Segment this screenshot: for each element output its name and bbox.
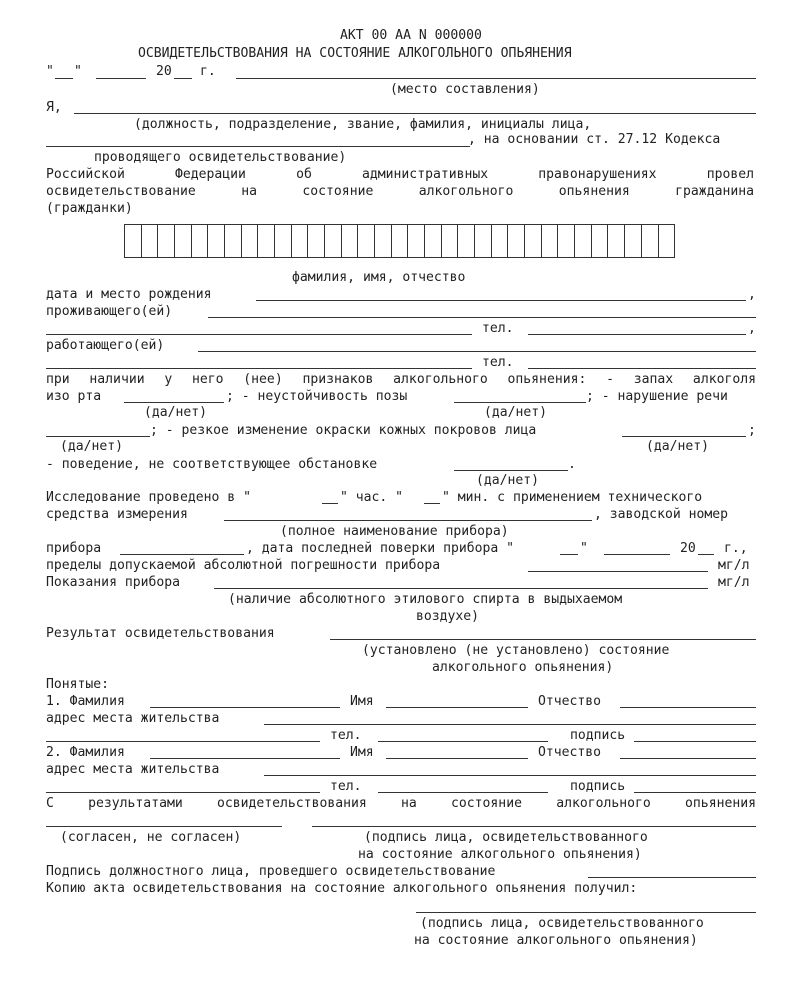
research-text-c: " мин. с применением технического bbox=[442, 490, 703, 505]
date-day-field[interactable] bbox=[55, 78, 73, 79]
signs-intro: при наличии у него (нее) признаков алкогольного опьянения: - запах алкоголя bbox=[46, 372, 756, 387]
research-hour-field[interactable] bbox=[322, 503, 338, 504]
birth-field[interactable] bbox=[256, 300, 746, 301]
official-signature-label: Подпись должностного лица, проведшего освидетельствование bbox=[46, 864, 496, 879]
result-field[interactable] bbox=[330, 639, 756, 640]
w1-address-label: адрес места жительства bbox=[46, 711, 220, 726]
examinee-sig-caption-1: (подпись лица, освидетельствованного bbox=[364, 830, 648, 845]
yn-caption-3: (да/нет) bbox=[60, 439, 124, 454]
w1-tel-label: тел. bbox=[330, 728, 362, 743]
research-text-a: Исследование проведено в " bbox=[46, 490, 251, 505]
serial-prefix: прибора bbox=[46, 541, 102, 556]
w2-signature-field[interactable] bbox=[634, 792, 756, 793]
copy-signature-field[interactable] bbox=[416, 912, 756, 913]
w1-patronymic-field[interactable] bbox=[620, 707, 756, 708]
device-caption: (полное наименование прибора) bbox=[280, 524, 509, 539]
signs-mouth: изо рта bbox=[46, 389, 102, 404]
result-caption-1: (установлено (не установлено) состояние bbox=[362, 643, 670, 658]
speech-field[interactable] bbox=[46, 436, 150, 437]
w2-surname-field[interactable] bbox=[150, 758, 340, 759]
living-field-2[interactable] bbox=[46, 334, 472, 335]
date-year-field[interactable] bbox=[174, 78, 192, 79]
skin-semicolon: ; bbox=[748, 423, 756, 438]
officer-text-2: освидетельствование на состояние алкогольного опьянения гражданина bbox=[46, 184, 754, 199]
reading-label: Показания прибора bbox=[46, 575, 181, 590]
reading-field[interactable] bbox=[214, 588, 708, 589]
working-tel-field[interactable] bbox=[528, 368, 756, 369]
device-label: средства измерения bbox=[46, 507, 188, 522]
agree-caption: (согласен, не согласен) bbox=[60, 830, 242, 845]
signs-pose: ; - неустойчивость позы bbox=[226, 389, 408, 404]
error-label: пределы допускаемой абсолютной погрешности прибора bbox=[46, 558, 441, 573]
w1-address-field-1[interactable] bbox=[264, 724, 756, 725]
w1-signature-label: подпись bbox=[570, 728, 626, 743]
behavior-dot: . bbox=[568, 457, 576, 472]
working-tel-label: тел. bbox=[482, 355, 514, 370]
officer-text-1: Российской Федерации об административных правонарушениях провел bbox=[46, 167, 754, 182]
date-quote-close: " bbox=[74, 64, 82, 79]
w1-surname-field[interactable] bbox=[150, 707, 340, 708]
w2-surname-label: 2. Фамилия bbox=[46, 745, 125, 760]
examinee-sig-caption-2: на состояние алкогольного опьянения) bbox=[358, 847, 642, 862]
yn-caption-2: (да/нет) bbox=[484, 405, 548, 420]
signs-speech: ; - нарушение речи bbox=[586, 389, 728, 404]
w1-signature-field[interactable] bbox=[634, 741, 756, 742]
error-field[interactable] bbox=[528, 571, 708, 572]
w2-name-label: Имя bbox=[350, 745, 374, 760]
agree-intro: С результатами освидетельствования на состояние алкогольного опьянения bbox=[46, 796, 756, 811]
w1-tel-field[interactable] bbox=[378, 741, 548, 742]
living-field-1[interactable] bbox=[208, 317, 756, 318]
verification-label: , дата последней поверки прибора " bbox=[246, 541, 515, 556]
signs-skin: ; - резкое изменение окраски кожных покровов лица bbox=[150, 423, 537, 438]
copy-sig-caption-2: на состояние алкогольного опьянения) bbox=[414, 933, 698, 948]
w1-address-field-2[interactable] bbox=[46, 741, 320, 742]
research-min-field[interactable] bbox=[424, 503, 440, 504]
copy-sig-caption-1: (подпись лица, освидетельствованного bbox=[420, 916, 704, 931]
w2-signature-label: подпись bbox=[570, 779, 626, 794]
w1-surname-label: 1. Фамилия bbox=[46, 694, 125, 709]
verif-year-field[interactable] bbox=[698, 554, 714, 555]
working-field-2[interactable] bbox=[46, 368, 472, 369]
witnesses-title: Понятые: bbox=[46, 677, 110, 692]
agree-field[interactable] bbox=[46, 826, 282, 827]
w1-patronymic-label: Отчество bbox=[538, 694, 602, 709]
date-quote-open: " bbox=[46, 64, 54, 79]
place-caption: (место составления) bbox=[390, 82, 540, 97]
officer-field-2[interactable] bbox=[46, 146, 470, 147]
verif-quote-close: " bbox=[580, 541, 588, 556]
result-caption-2: алкогольного опьянения) bbox=[432, 660, 614, 675]
officer-field-1[interactable] bbox=[74, 113, 756, 114]
living-comma: , bbox=[748, 321, 756, 336]
date-year-prefix: 20 bbox=[156, 64, 172, 79]
citizen-name-caption: фамилия, имя, отчество bbox=[292, 270, 466, 285]
officer-text-3: (гражданки) bbox=[46, 201, 133, 216]
verif-year-prefix: 20 bbox=[680, 541, 696, 556]
verif-day-field[interactable] bbox=[560, 554, 578, 555]
living-tel-label: тел. bbox=[482, 321, 514, 336]
date-g: г. bbox=[200, 64, 216, 79]
birth-label: дата и место рождения bbox=[46, 287, 212, 302]
reading-unit: мг/л bbox=[718, 575, 750, 590]
working-field-1[interactable] bbox=[198, 351, 756, 352]
verif-g: г., bbox=[724, 541, 748, 556]
behavior-field[interactable] bbox=[454, 470, 568, 471]
act-subtitle: ОСВИДЕТЕЛЬСТВОВАНИЯ НА СОСТОЯНИЕ АЛКОГОЛЬНОГО ОПЬЯНЕНИЯ bbox=[138, 46, 572, 61]
reading-caption-2: воздухе) bbox=[416, 609, 480, 624]
alcohol-smell-field[interactable] bbox=[124, 402, 224, 403]
w2-tel-label: тел. bbox=[330, 779, 362, 794]
w2-address-field-1[interactable] bbox=[264, 775, 756, 776]
place-field[interactable] bbox=[236, 78, 756, 79]
w2-name-field[interactable] bbox=[386, 758, 528, 759]
verif-month-field[interactable] bbox=[604, 554, 670, 555]
examinee-signature-field[interactable] bbox=[312, 826, 756, 827]
skin-field[interactable] bbox=[622, 436, 746, 437]
signs-behavior: - поведение, не соответствующее обстановке bbox=[46, 457, 378, 472]
research-text-b: " час. " bbox=[340, 490, 404, 505]
w1-name-label: Имя bbox=[350, 694, 374, 709]
w1-name-field[interactable] bbox=[386, 707, 528, 708]
working-label: работающего(ей) bbox=[46, 338, 165, 353]
act-title: АКТ 00 АА N 000000 bbox=[340, 28, 482, 43]
pose-field[interactable] bbox=[454, 402, 586, 403]
serial-field[interactable] bbox=[120, 554, 244, 555]
device-field[interactable] bbox=[224, 520, 592, 521]
official-signature-field[interactable] bbox=[588, 877, 756, 878]
w2-tel-field[interactable] bbox=[378, 792, 548, 793]
error-unit: мг/л bbox=[718, 558, 750, 573]
result-label: Результат освидетельствования bbox=[46, 626, 275, 641]
officer-basis: , на основании ст. 27.12 Кодекса bbox=[468, 132, 721, 147]
birth-comma: , bbox=[748, 287, 756, 302]
w2-patronymic-label: Отчество bbox=[538, 745, 602, 760]
living-label: проживающего(ей) bbox=[46, 304, 173, 319]
copy-received-label: Копию акта освидетельствования на состояние алкогольного опьянения получил: bbox=[46, 881, 638, 896]
w2-patronymic-field[interactable] bbox=[620, 758, 756, 759]
w2-address-field-2[interactable] bbox=[46, 792, 320, 793]
officer-caption-1: (должность, подразделение, звание, фамилия, инициалы лица, bbox=[134, 117, 592, 132]
w2-address-label: адрес места жительства bbox=[46, 762, 220, 777]
officer-ya: Я, bbox=[46, 100, 62, 115]
yn-caption-1: (да/нет) bbox=[144, 405, 208, 420]
citizen-name-grid[interactable] bbox=[124, 224, 675, 258]
officer-caption-2: проводящего освидетельствование) bbox=[94, 150, 347, 165]
serial-label: , заводской номер bbox=[594, 507, 729, 522]
date-month-field[interactable] bbox=[96, 78, 146, 79]
reading-caption-1: (наличие абсолютного этилового спирта в выдыхаемом bbox=[228, 592, 623, 607]
yn-caption-5: (да/нет) bbox=[476, 473, 540, 488]
living-tel-field[interactable] bbox=[528, 334, 746, 335]
yn-caption-4: (да/нет) bbox=[646, 439, 710, 454]
